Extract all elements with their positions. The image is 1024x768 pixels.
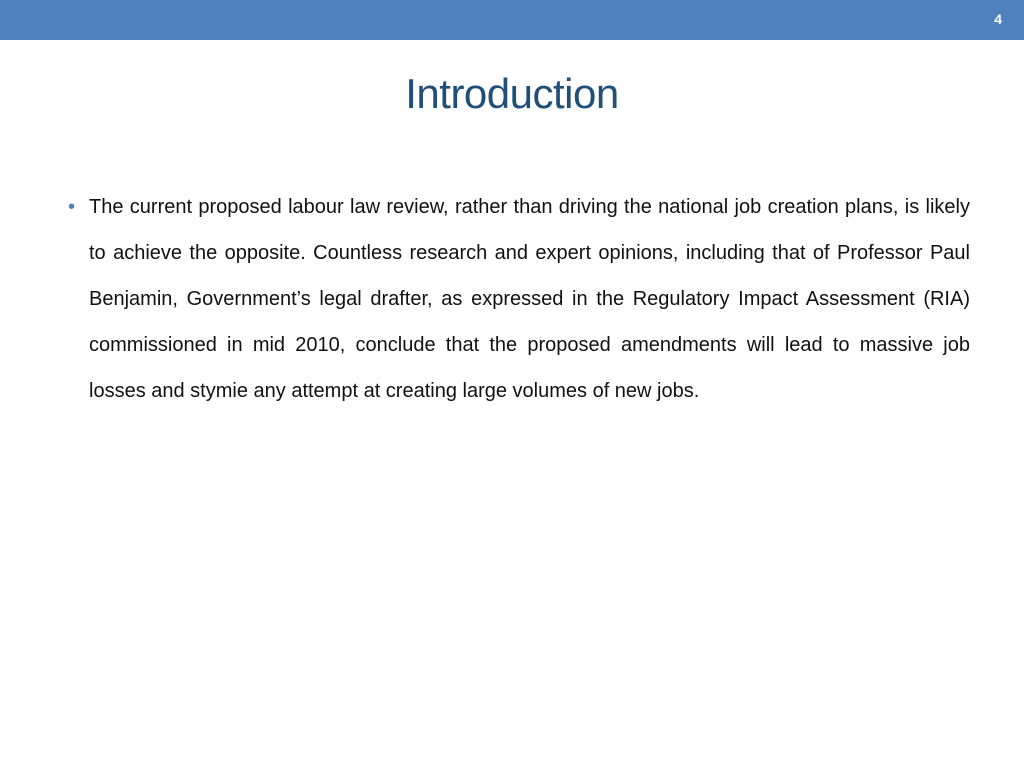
slide-number: 4 bbox=[994, 11, 1002, 27]
bullet-dot-icon: • bbox=[68, 196, 76, 218]
header-bar bbox=[0, 0, 1024, 40]
bullet-list bbox=[68, 184, 970, 414]
bullet-item bbox=[68, 184, 970, 414]
bullet-text: The current proposed labour law review, rather than driving the national job creation plans, is likely to achieve the opposite. Countless research and expert opinions, including that of Professor Paul Benjamin, Government’s legal drafter, as expressed in the Regulatory Impact Assessment (RIA) commissioned in mid 2010, conclude that the proposed amendments will lead to massive job losses and stymie any attempt at creating large volumes of new jobs. bbox=[89, 196, 970, 402]
slide-title: Introduction bbox=[405, 70, 619, 117]
